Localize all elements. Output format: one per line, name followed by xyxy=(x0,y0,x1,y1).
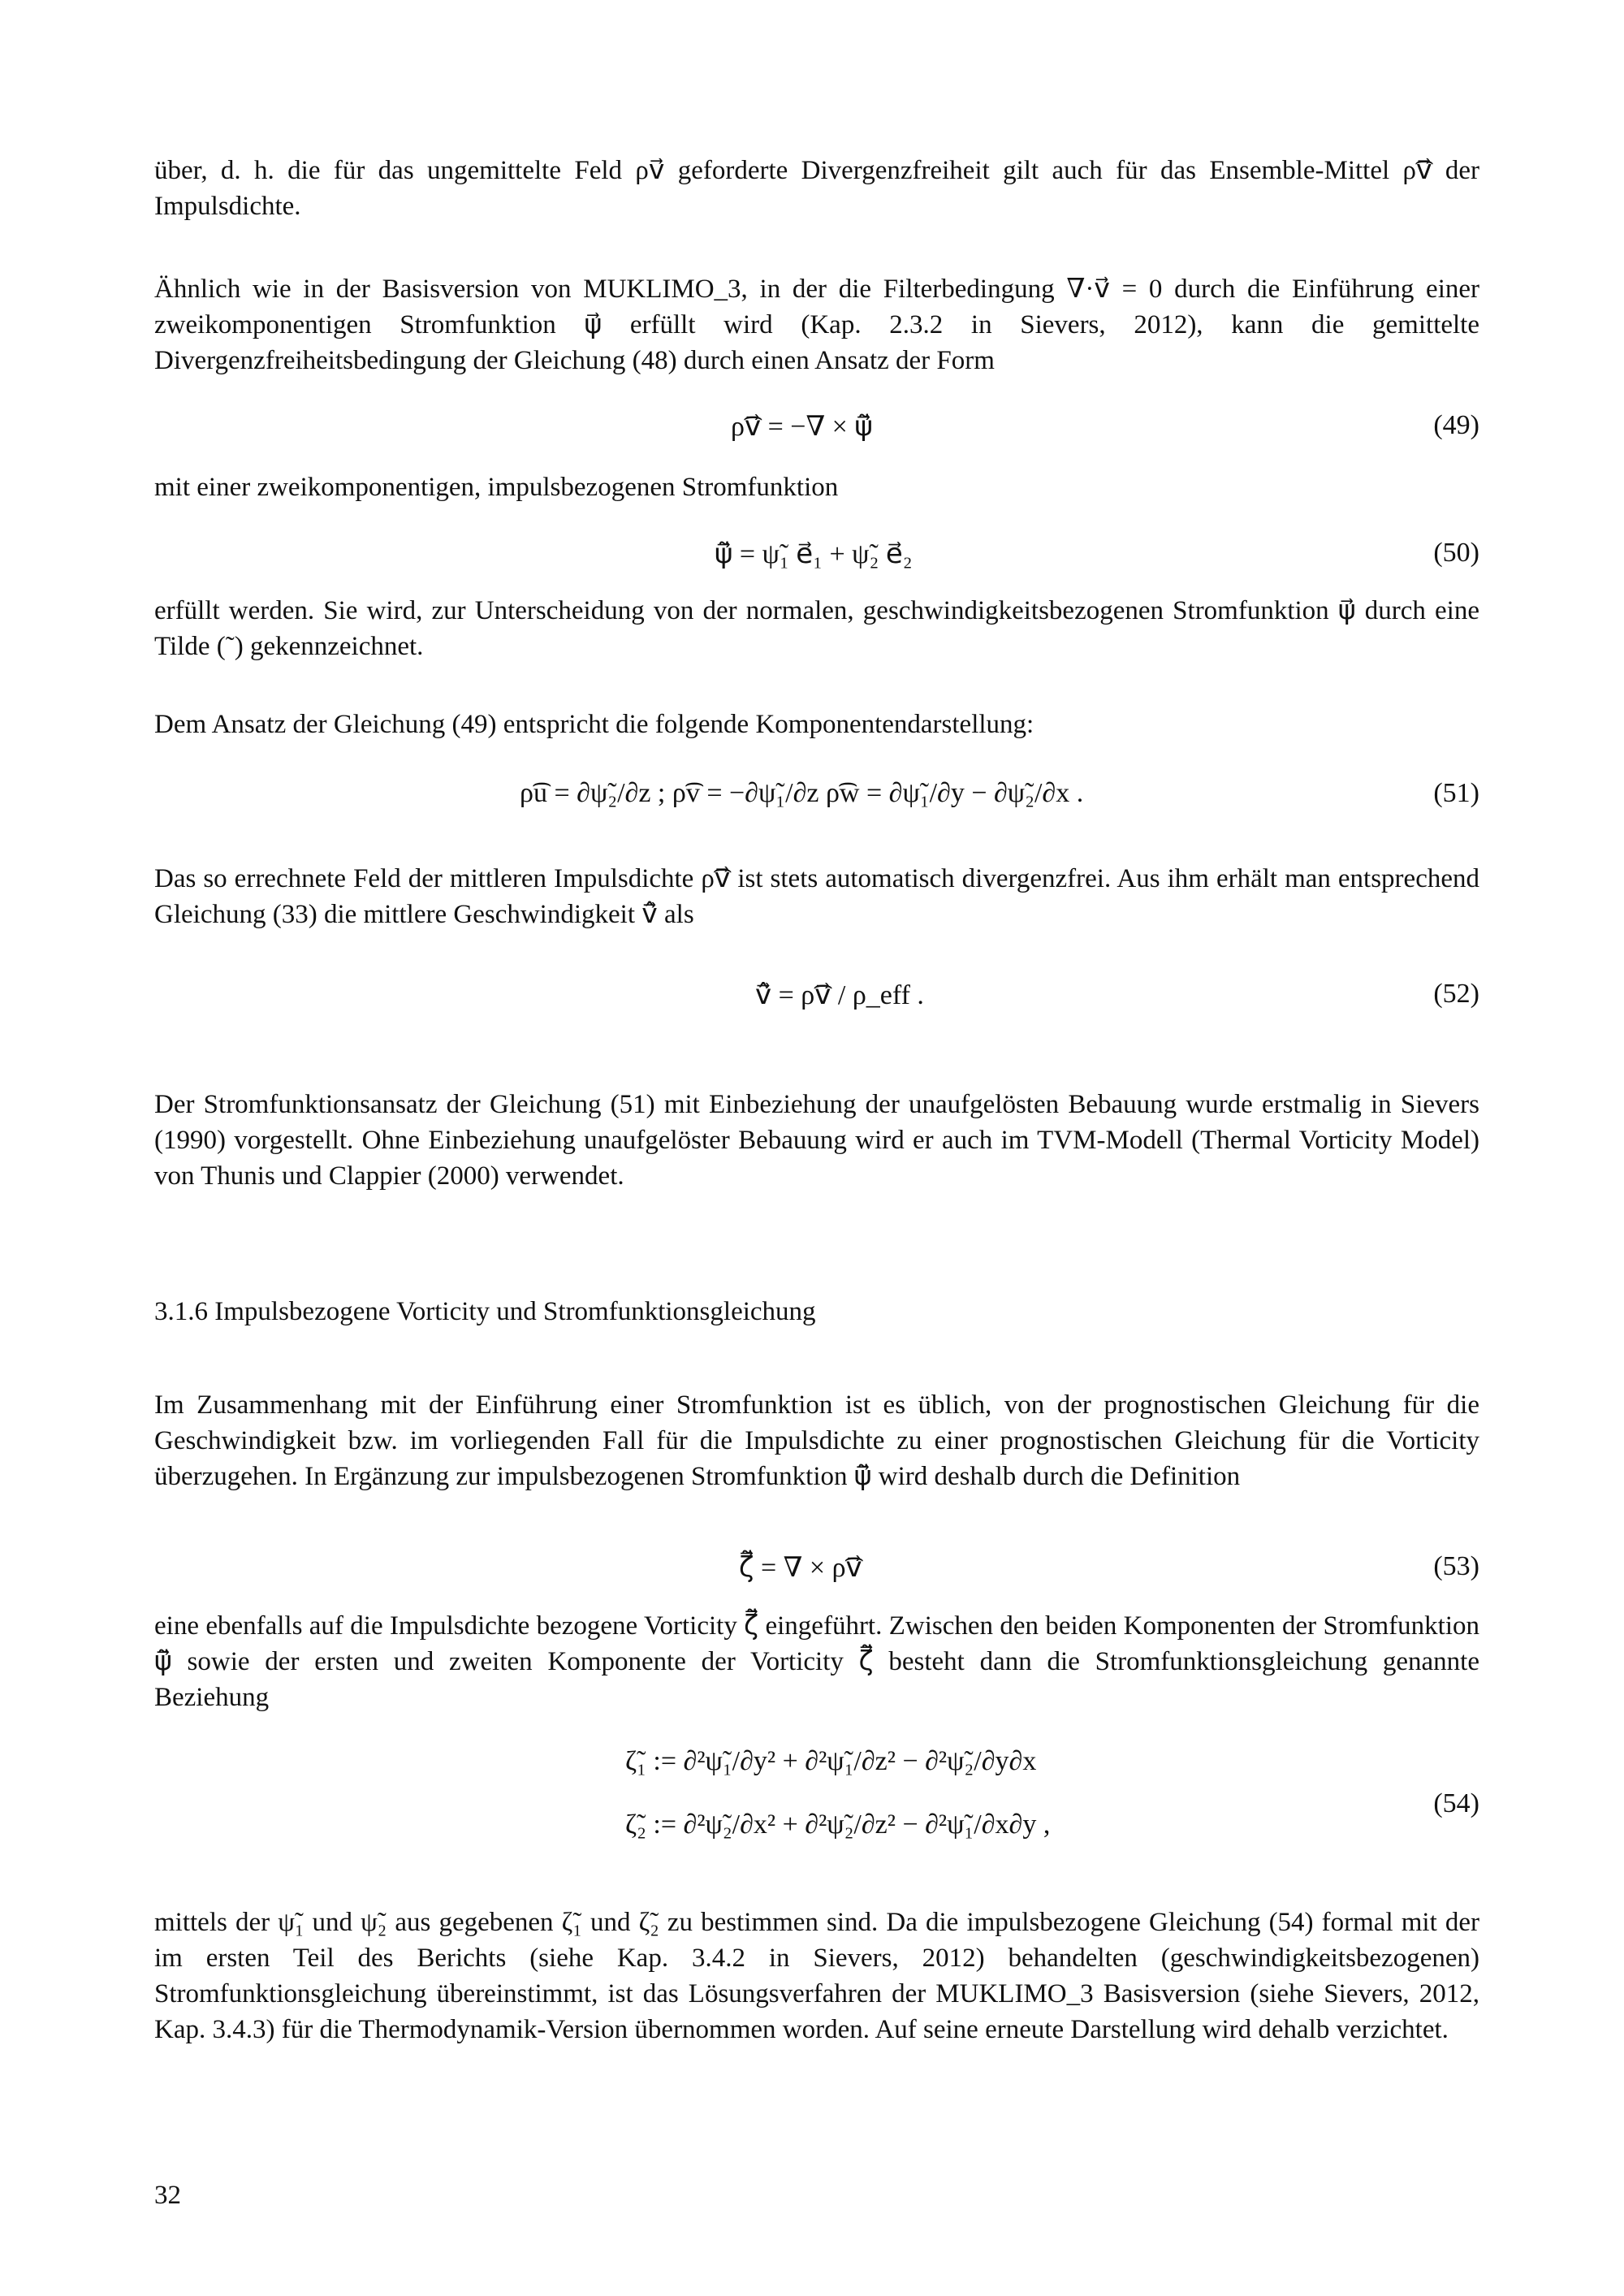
equation-51-number: (51) xyxy=(1433,778,1479,808)
equation-49-body: ρ͡v⃗ = −∇ × ψ̃⃗ xyxy=(731,412,873,442)
page-number: 32 xyxy=(154,2181,181,2210)
equation-54-number: (54) xyxy=(1433,1788,1479,1818)
paragraph-intro: über, d. h. die für das ungemittelte Feld ρv⃗ geforderte Divergenzfreiheit gilt auch für das Ensemble-Mittel ρ͡v⃗ der Impulsdichte. xyxy=(154,156,1479,221)
equation-53 xyxy=(154,1551,1479,1600)
equation-53-body: ζ̃⃗ = ∇ × ρ͡v⃗ xyxy=(739,1553,862,1583)
equation-51 xyxy=(154,778,1479,827)
equation-54-row1: ζ̃₁ := ∂²ψ̃₁/∂y² + ∂²ψ̃₁/∂z² − ∂²ψ̃₂/∂y∂x xyxy=(625,1746,1037,1776)
section-heading: 3.1.6 Impulsbezogene Vorticity und Stromfunktionsgleichung xyxy=(154,1297,816,1326)
paragraph-vorticity: Im Zusammenhang mit der Einführung einer Stromfunktion ist es üblich, von der prognostischen Gleichung für die Geschwindigkeit bzw. im vorliegenden Fall für die Impulsdichte zu einer prognostischen Gleichung für die Vorticity überzugehen. In Ergänzung zur impulsbezogenen Stromfunktion ψ̃⃗ wird deshalb durch die Definition xyxy=(154,1390,1479,1491)
equation-50 xyxy=(154,538,1479,586)
equation-52 xyxy=(154,979,1479,1027)
equation-51-body: ρ͡u = ∂ψ̃₂/∂z ; ρ͡v = −∂ψ̃₁/∂z ρ͡w = ∂ψ̃₁/∂y − ∂ψ̃₂/∂x . xyxy=(520,778,1084,808)
paragraph-tilde: erfüllt werden. Sie wird, zur Unterscheidung von der normalen, geschwindigkeitsbezogenen Stromfunktion ψ⃗ durch eine Tilde (˜) gekennzeichnet. xyxy=(154,596,1479,661)
paragraph-basisversion: Ähnlich wie in der Basisversion von MUKLIMO_3, in der die Filterbedingung ∇·v⃗ = 0 durch die Einführung einer zweikomponentigen Stromfunktion ψ⃗ erfüllt wird (Kap. 2.3.2 in Sievers, 2012), kann die gemittelte Divergenzfreiheitsbedingung der Gleichung (48) durch einen Ansatz der Form xyxy=(154,275,1479,375)
paragraph-tvm: Der Stromfunktionsansatz der Gleichung (51) mit Einbeziehung der unaufgelösten Bebauung wurde erstmalig in Sievers (1990) vorgestellt. Ohne Einbeziehung unaufgelöster Bebauung wird er auch im TVM-Modell (Thermal Vorticity Model) von Thunis und Clappier (2000) verwendet. xyxy=(154,1090,1479,1191)
paragraph-loesungsverfahren: mittels der ψ̃₁ und ψ̃₂ aus gegebenen ζ̃₁ und ζ̃₂ zu bestimmen sind. Da die impulsbezogene Gleichung (54) formal mit der im ersten Teil des Berichts (siehe Kap. 3.4.2 in Sievers, 2012) behandelten (geschwindigkeitsbezogenen) Stromfunktionsgleichung übereinstimmt, ist das Lösungsverfahren der MUKLIMO_3 Basisversion (siehe Sievers, 2012, Kap. 3.4.3) für die Thermodynamik-Version übernommen worden. Auf seine erneute Darstellung wird dehalb verzichtet. xyxy=(154,1908,1479,2044)
paragraph-stromfunktion: mit einer zweikomponentigen, impulsbezogenen Stromfunktion xyxy=(154,473,839,502)
equation-52-body: v̂⃗ = ρ͡v⃗ / ρ_eff . xyxy=(755,980,924,1010)
equation-54 xyxy=(154,1746,1479,1844)
equation-52-number: (52) xyxy=(1433,979,1479,1009)
paragraph-impulsdichte: Das so errechnete Feld der mittleren Impulsdichte ρ͡v⃗ ist stets automatisch divergenzfrei. Aus ihm erhält man entsprechend Gleichung (33) die mittlere Geschwindigkeit v̂⃗ als xyxy=(154,864,1479,929)
paragraph-stromfunktionsgleichung: eine ebenfalls auf die Impulsdichte bezogene Vorticity ζ̃⃗ eingeführt. Zwischen den beiden Komponenten der Stromfunktion ψ̃⃗ sowie der ersten und zweiten Komponente der Vorticity ζ̃⃗ besteht dann die Stromfunktionsgleichung genannte Beziehung xyxy=(154,1611,1479,1712)
equation-50-body: ψ̃⃗ = ψ̃₁ e⃗₁ + ψ̃₂ e⃗₂ xyxy=(715,539,913,569)
equation-53-number: (53) xyxy=(1433,1551,1479,1581)
equation-54-row2: ζ̃₂ := ∂²ψ̃₂/∂x² + ∂²ψ̃₂/∂z² − ∂²ψ̃₁/∂x∂y , xyxy=(625,1810,1051,1840)
equation-50-number: (50) xyxy=(1433,538,1479,568)
paragraph-komponenten: Dem Ansatz der Gleichung (49) entspricht die folgende Komponentendarstellung: xyxy=(154,710,1034,739)
equation-49-number: (49) xyxy=(1433,410,1479,440)
equation-49 xyxy=(154,410,1479,459)
